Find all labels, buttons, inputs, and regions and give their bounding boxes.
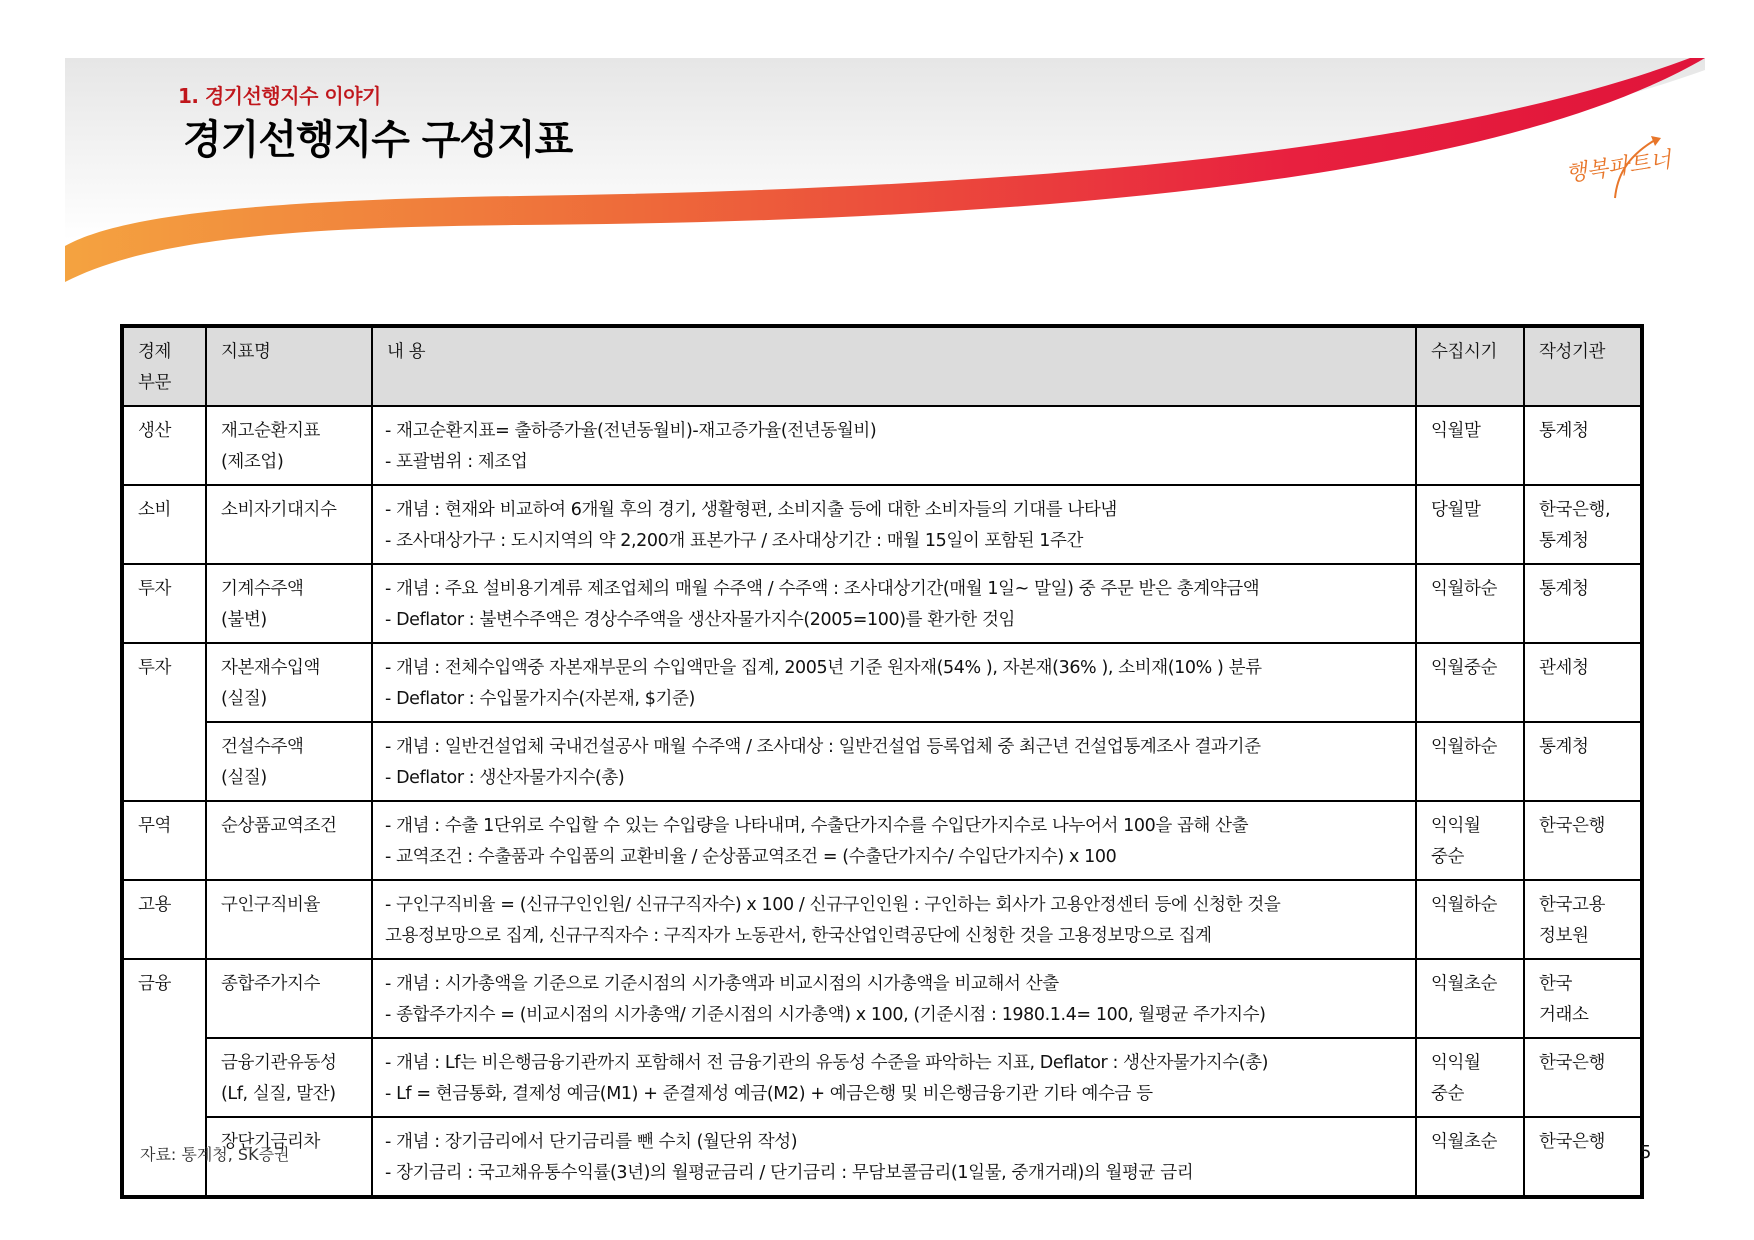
- period-cell: [1416, 564, 1524, 643]
- indicator-cell: [206, 643, 372, 722]
- content-line: - 개념 : 장기금리에서 단기금리를 뺀 수치 (월단위 작성): [385, 1132, 798, 1152]
- org-line: 관세청: [1539, 658, 1589, 678]
- period-line: 익월중순: [1431, 658, 1498, 678]
- indicator-line: 구인구직비율: [221, 895, 321, 915]
- indicator-cell: [206, 406, 372, 485]
- indicator-line: 순상품교역조건: [221, 816, 337, 836]
- content-cell: [372, 801, 1416, 880]
- org-line: 거래소: [1539, 1005, 1589, 1025]
- page-number: 5: [1640, 1142, 1652, 1163]
- table-row: [122, 1117, 1642, 1197]
- indicator-line: (Lf, 실질, 말잔): [221, 1084, 336, 1104]
- period-line: 익월하순: [1431, 737, 1498, 757]
- period-line: 익익월: [1431, 1053, 1481, 1073]
- content-line: - 종합주가지수 = (비교시점의 시가총액/ 기준시점의 시가총액) x 100, (기준시점 : 1980.1.4= 100, 월평균 주가지수): [385, 1005, 1266, 1025]
- content-cell: [372, 643, 1416, 722]
- content-line: - 개념 : 수출 1단위로 수입할 수 있는 수입량을 나타내며, 수출단가지수를 수입단가지수로 나누어서 100을 곱해 산출: [385, 816, 1249, 836]
- table-row: [122, 880, 1642, 959]
- content-line: - 개념 : Lf는 비은행금융기관까지 포함해서 전 금융기관의 유동성 수준을 파악하는 지표, Deflator : 생산자물가지수(총): [385, 1053, 1269, 1073]
- indicator-cell: [206, 801, 372, 880]
- period-cell: [1416, 643, 1524, 722]
- indicator-cell: [206, 959, 372, 1038]
- content-line: - 구인구직비율 = (신규구인인원/ 신규구직자수) x 100 / 신규구인인원 : 구인하는 회사가 고용안정센터 등에 신청한 것을: [385, 895, 1281, 915]
- content-line: - 개념 : 주요 설비용기계류 제조업체의 매월 수주액 / 수주액 : 조사대상기간(매월 1일~ 말일) 중 주문 받은 총계약금액: [385, 579, 1260, 599]
- table-row: [122, 1038, 1642, 1117]
- period-line: 익월초순: [1431, 974, 1498, 994]
- indicator-line: 장단기금리차: [221, 1132, 321, 1152]
- content-line: - Deflator : 생산자물가지수(총): [385, 768, 625, 788]
- content-line: - Lf = 현금통화, 결제성 예금(M1) + 준결제성 예금(M2) + 예금은행 및 비은행금융기관 기타 예수금 등: [385, 1084, 1153, 1104]
- content-line: 고용정보망으로 집계, 신규구직자수 : 구직자가 노동관서, 한국산업인력공단에 신청한 것을 고용정보망으로 집계: [385, 926, 1212, 946]
- content-line: - Deflator : 불변수주액은 경상수주액을 생산자물가지수(2005=100)를 환가한 것임: [385, 610, 1015, 630]
- sector-cell: 무역: [122, 801, 206, 880]
- sector-cell: 고용: [122, 880, 206, 959]
- indicator-line: 자본재수입액: [221, 658, 321, 678]
- content-cell: [372, 406, 1416, 485]
- org-cell: [1524, 722, 1642, 801]
- content-line: - 개념 : 현재와 비교하여 6개월 후의 경기, 생활형편, 소비지출 등에 대한 소비자들의 기대를 나타냄: [385, 500, 1117, 520]
- period-cell: [1416, 880, 1524, 959]
- period-cell: [1416, 406, 1524, 485]
- org-line: 한국고용: [1539, 895, 1606, 915]
- content-cell: [372, 1038, 1416, 1117]
- indicator-line: (실질): [221, 768, 267, 788]
- period-line: 익월초순: [1431, 1132, 1498, 1152]
- table-row: [122, 485, 1642, 564]
- indicator-line: (제조업): [221, 452, 284, 472]
- content-line: - 조사대상가구 : 도시지역의 약 2,200개 표본가구 / 조사대상기간 : 매월 15일이 포함된 1주간: [385, 531, 1083, 551]
- indicator-table: [120, 324, 1644, 1199]
- org-line: 한국은행: [1539, 1053, 1606, 1073]
- org-cell: [1524, 880, 1642, 959]
- indicator-cell: [206, 880, 372, 959]
- sector-cell: [122, 1038, 206, 1117]
- period-line: 중순: [1431, 847, 1465, 867]
- content-line: - Deflator : 수입물가지수(자본재, $기준): [385, 689, 695, 709]
- indicator-cell: [206, 722, 372, 801]
- org-line: 한국: [1539, 974, 1573, 994]
- table-row: [122, 406, 1642, 485]
- indicator-line: 소비자기대지수: [221, 500, 337, 520]
- org-line: 통계청: [1539, 421, 1589, 441]
- org-cell: [1524, 485, 1642, 564]
- org-cell: [1524, 1117, 1642, 1197]
- period-line: 익월하순: [1431, 579, 1498, 599]
- header-sector-line: 경제: [138, 342, 172, 362]
- table-row: [122, 959, 1642, 1038]
- table-body: [122, 406, 1642, 1197]
- table-row: [122, 564, 1642, 643]
- logo-text: 행복파트너: [1564, 147, 1673, 188]
- sector-cell: 소비: [122, 485, 206, 564]
- header-sector-line: 부문: [138, 373, 172, 393]
- org-cell: [1524, 406, 1642, 485]
- period-line: 익월말: [1431, 421, 1481, 441]
- sector-cell: 투자: [122, 564, 206, 643]
- sector-cell: 생산: [122, 406, 206, 485]
- content-cell: [372, 722, 1416, 801]
- table-row: [122, 801, 1642, 880]
- org-cell: [1524, 564, 1642, 643]
- org-line: 한국은행: [1539, 1132, 1606, 1152]
- indicator-cell: [206, 1038, 372, 1117]
- period-cell: [1416, 1117, 1524, 1197]
- period-cell: [1416, 485, 1524, 564]
- indicator-line: (실질): [221, 689, 267, 709]
- header-sector: [122, 326, 206, 406]
- period-line: 익월하순: [1431, 895, 1498, 915]
- sector-cell: [122, 722, 206, 801]
- indicator-cell: [206, 564, 372, 643]
- indicator-line: 기계수주액: [221, 579, 304, 599]
- period-line: 중순: [1431, 1084, 1465, 1104]
- indicator-line: 건설수주액: [221, 737, 304, 757]
- table-header-row: [122, 326, 1642, 406]
- section-subtitle: 1. 경기선행지수 이야기: [178, 84, 381, 108]
- org-line: 통계청: [1539, 579, 1589, 599]
- header-period: 수집시기: [1416, 326, 1524, 406]
- content-cell: [372, 564, 1416, 643]
- org-cell: [1524, 1038, 1642, 1117]
- org-line: 한국은행: [1539, 816, 1606, 836]
- org-cell: [1524, 801, 1642, 880]
- indicator-line: (불변): [221, 610, 267, 630]
- content-line: - 장기금리 : 국고채유통수익률(3년)의 월평균금리 / 단기금리 : 무담보콜금리(1일물, 중개거래)의 월평균 금리: [385, 1163, 1194, 1183]
- indicator-line: 종합주가지수: [221, 974, 321, 994]
- content-line: - 교역조건 : 수출품과 수입품의 교환비율 / 순상품교역조건 = (수출단가지수/ 수입단가지수) x 100: [385, 847, 1117, 867]
- org-cell: [1524, 643, 1642, 722]
- org-line: 한국은행,: [1539, 500, 1611, 520]
- content-cell: [372, 959, 1416, 1038]
- content-line: - 포괄범위 : 제조업: [385, 452, 528, 472]
- period-cell: [1416, 959, 1524, 1038]
- org-line: 통계청: [1539, 737, 1589, 757]
- content-line: - 개념 : 일반건설업체 국내건설공사 매월 수주액 / 조사대상 : 일반건설업 등록업체 중 최근년 건설업통계조사 결과기준: [385, 737, 1261, 757]
- sector-cell: 금융: [122, 959, 206, 1038]
- table-row: [122, 643, 1642, 722]
- indicator-line: 재고순환지표: [221, 421, 321, 441]
- org-line: 정보원: [1539, 926, 1589, 946]
- content-cell: [372, 880, 1416, 959]
- indicator-cell: [206, 485, 372, 564]
- org-line: 통계청: [1539, 531, 1589, 551]
- content-line: - 개념 : 전체수입액중 자본재부문의 수입액만을 집계, 2005년 기준 원자재(54% ), 자본재(36% ), 소비재(10% ) 분류: [385, 658, 1262, 678]
- period-cell: [1416, 801, 1524, 880]
- period-cell: [1416, 1038, 1524, 1117]
- indicator-line: 금융기관유동성: [221, 1053, 337, 1073]
- content-cell: [372, 485, 1416, 564]
- source-note: 자료: 통계청, SK증권: [140, 1145, 290, 1164]
- header-indicator: 지표명: [206, 326, 372, 406]
- table-row: [122, 722, 1642, 801]
- page-title: 경기선행지수 구성지표: [183, 117, 573, 163]
- content-cell: [372, 1117, 1416, 1197]
- header-content: 내 용: [372, 326, 1416, 406]
- sector-cell: 투자: [122, 643, 206, 722]
- header-org: 작성기관: [1524, 326, 1642, 406]
- org-cell: [1524, 959, 1642, 1038]
- period-line: 익익월: [1431, 816, 1481, 836]
- period-line: 당월말: [1431, 500, 1481, 520]
- content-line: - 개념 : 시가총액을 기준으로 기준시점의 시가총액과 비교시점의 시가총액을 비교해서 산출: [385, 974, 1059, 994]
- period-cell: [1416, 722, 1524, 801]
- content-line: - 재고순환지표= 출하증가율(전년동월비)-재고증가율(전년동월비): [385, 421, 877, 441]
